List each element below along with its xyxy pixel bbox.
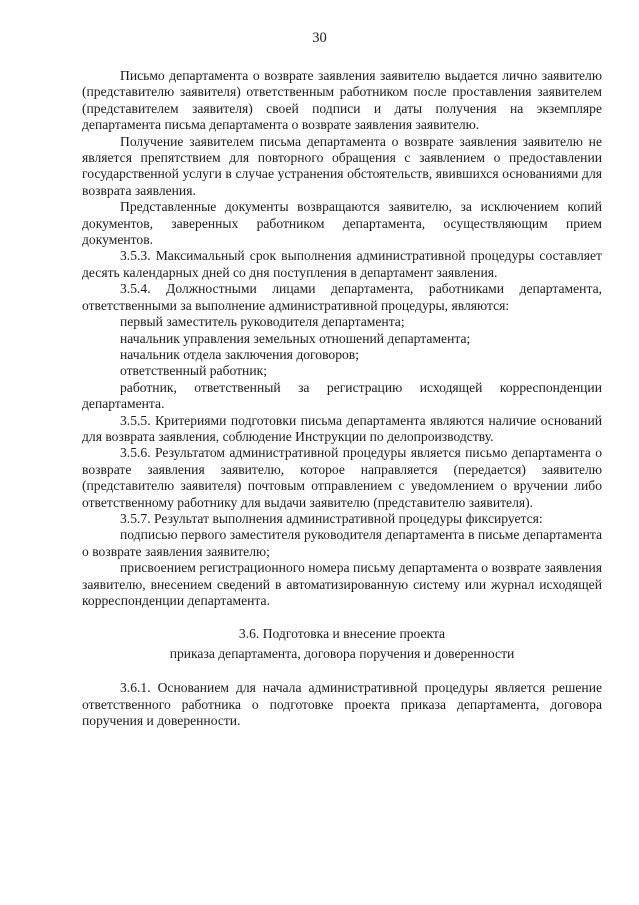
section-heading [82, 626, 602, 662]
paragraph-documents-returned: Представленные документы возвращаются заявителю, за исключением копий документов, заверенных работником департамента, осуществляющим прием документов. [82, 199, 602, 248]
paragraph-return-letter: Письмо департамента о возврате заявления заявителю выдается лично заявителю (представителю заявителя) ответственным работником после проставления заявителем (представителем заявителя) своей подписи и даты получения на экземпляре департамента письма департамента о возврате заявления заявителю. [82, 68, 602, 133]
paragraph-3-5-4: 3.5.4. Должностными лицами департамента, работниками департамента, ответственными за выполнение административной процедуры, являются: [82, 281, 602, 313]
page-number: 30 [312, 30, 327, 46]
list-item: первый заместитель руководителя департамента; [120, 314, 405, 330]
list-item: начальник отдела заключения договоров; [120, 346, 359, 362]
paragraph-3-5-3: 3.5.3. Максимальный срок выполнения административной процедуры составляет десять календарных дней со дня поступления в департамент заявления. [82, 248, 602, 280]
list-item: начальник управления земельных отношений департамента; [120, 330, 471, 346]
paragraph-3-5-7: 3.5.7. Результат выполнения административной процедуры фиксируется: [120, 510, 543, 526]
section-title-line-2: приказа департамента, договора поручения и доверенности [169, 645, 515, 661]
paragraph-registration: присвоением регистрационного номера письму департамента о возврате заявления заявителю, внесением сведений в автоматизированную систему или журнал исходящей корреспонденции департамента. [82, 560, 602, 608]
section-title-line-1: 3.6. Подготовка и внесение проекта [238, 626, 446, 642]
list-item: ответственный работник; [120, 363, 267, 379]
paragraph-repeat-application: Получение заявителем письма департамента о возврате заявления заявителю не является препятствием для повторного обращения с заявлением о предоставлении государственной услуги в случае устранения обстоятельств, явившихся основаниями для возврата заявления. [82, 133, 602, 198]
list-item: работник, ответственный за регистрацию исходящей корреспонденции департамента. [82, 379, 602, 412]
paragraph-signature: подписью первого заместителя руководителя департамента в письме департамента о возврате заявления заявителю; [82, 527, 602, 559]
paragraph-3-6-1: 3.6.1. Основанием для начала административной процедуры является решение ответственного работника о подготовке проекта приказа департамента, договора поручения и доверенности. [82, 680, 602, 729]
paragraph-3-5-6: 3.5.6. Результатом административной процедуры является письмо департамента о возврате заявления заявителю, которое направляется (передается) заявителю (представителю заявителя) почтовым отправлением с уведомлением о вручении либо ответственному работнику для выдачи заявителю (представителю заявителя). [82, 445, 602, 510]
paragraph-3-5-5: 3.5.5. Критериями подготовки письма департамента являются наличие оснований для возврата заявления, соблюдение Инструкции по делопроизводству. [82, 412, 602, 444]
document-body [82, 68, 602, 729]
